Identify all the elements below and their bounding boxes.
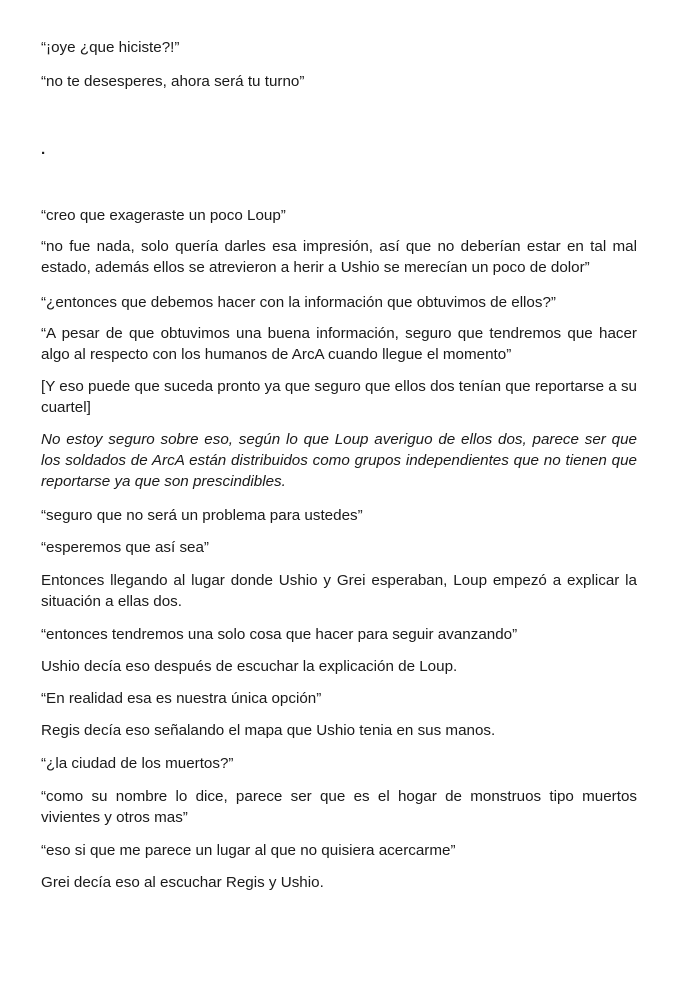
paragraph-dialogue-7: “seguro que no será un problema para ustedes” xyxy=(41,507,363,524)
paragraph-dialogue-6: “A pesar de que obtuvimos una buena información, seguro que tendremos que hacer algo al respecto con los humanos de ArcA cuando llegue el momento” xyxy=(41,325,637,363)
paragraph-dialogue-9: “entonces tendremos una solo cosa que hacer para seguir avanzando” xyxy=(41,626,518,643)
paragraph-dialogue-12: “como su nombre lo dice, parece ser que es el hogar de monstruos tipo muertos vivientes y otros mas” xyxy=(41,788,637,826)
paragraph-dialogue-3: “creo que exageraste un poco Loup” xyxy=(41,207,286,224)
paragraph-dialogue-11: “¿la ciudad de los muertos?” xyxy=(41,755,234,772)
paragraph-dialogue-5: “¿entonces que debemos hacer con la información que obtuvimos de ellos?” xyxy=(41,294,556,311)
paragraph-dialogue-2: “no te desesperes, ahora será tu turno” xyxy=(41,73,305,90)
section-break-dot: . xyxy=(41,141,46,158)
paragraph-narration-4: Grei decía eso al escuchar Regis y Ushio. xyxy=(41,874,324,891)
paragraph-narration-2: Ushio decía eso después de escuchar la explicación de Loup. xyxy=(41,658,458,675)
paragraph-dialogue-10: “En realidad esa es nuestra única opción” xyxy=(41,690,322,707)
paragraph-narration-1: Entonces llegando al lugar donde Ushio y Grei esperaban, Loup empezó a explicar la situación a ellas dos. xyxy=(41,572,637,610)
paragraph-dialogue-4: “no fue nada, solo quería darles esa impresión, así que no deberían estar en tal mal estado, además ellos se atrevieron a herir a Ushio se merecían un poco de dolor” xyxy=(41,238,637,276)
paragraph-thought-1: [Y eso puede que suceda pronto ya que seguro que ellos dos tenían que reportarse a su cuartel] xyxy=(41,378,637,416)
paragraph-dialogue-8: “esperemos que así sea” xyxy=(41,539,209,556)
paragraph-thought-italic: No estoy seguro sobre eso, según lo que Loup averiguo de ellos dos, parece ser que los soldados de ArcA están distribuidos como grupos independientes que no tienen que reportarse ya que son prescindibles. xyxy=(41,431,637,490)
paragraph-dialogue-13: “eso si que me parece un lugar al que no quisiera acercarme” xyxy=(41,842,456,859)
paragraph-narration-3: Regis decía eso señalando el mapa que Ushio tenia en sus manos. xyxy=(41,722,496,739)
paragraph-dialogue-1: “¡oye ¿que hiciste?!” xyxy=(41,39,180,56)
